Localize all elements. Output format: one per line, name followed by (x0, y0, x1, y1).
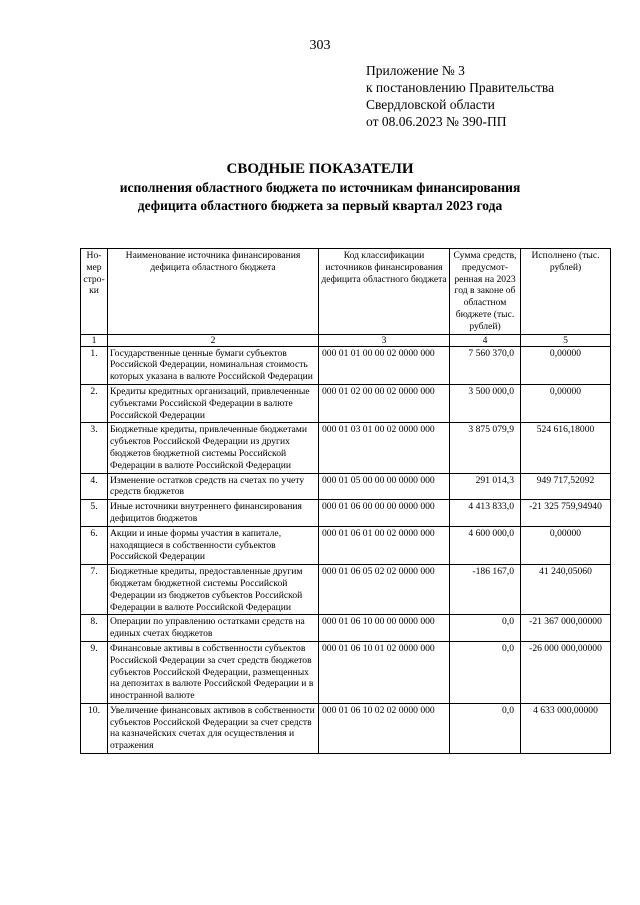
planned-sum: 291 014,3 (450, 473, 521, 500)
column-number: 4 (450, 334, 521, 346)
source-name: Бюджетные кредиты, привлеченные бюджетами субъектов Российской Федерации из других бюджетов бюджетной системы Российской Федерации в валюте Российской Федерации (108, 423, 319, 473)
page-number: 303 (309, 38, 331, 53)
row-number: 5. (81, 500, 108, 527)
planned-sum: 4 413 833,0 (450, 500, 521, 527)
planned-sum: 0,0 (450, 615, 521, 642)
classification-code: 000 01 06 05 02 02 0000 000 (319, 565, 450, 615)
row-number: 9. (81, 641, 108, 703)
planned-sum: 4 600 000,0 (450, 526, 521, 564)
table-row (81, 500, 611, 527)
executed-sum: 4 633 000,00000 (521, 703, 611, 753)
row-number: 4. (81, 473, 108, 500)
row-number: 7. (81, 565, 108, 615)
table-row (81, 384, 611, 422)
header-planned-sum: Сумма средств, предусмот-ренная на 2023 год в законе об областном бюджете (тыс. рублей) (450, 249, 521, 335)
header-source-name: Наименование источника финансирования дефицита областного бюджета (108, 249, 319, 335)
executed-sum: 0,00000 (521, 346, 611, 384)
appendix-block (366, 62, 554, 130)
source-name: Финансовые активы в собственности субъектов Российской Федерации за счет средств бюджетов субъектов Российской Федерации, размещенных на депозитах в валюте Российской Федерации и в иностранной валюте (108, 641, 319, 703)
executed-sum: 41 240,05060 (521, 565, 611, 615)
appendix-line-3: Свердловской области (366, 97, 495, 112)
classification-code: 000 01 06 10 02 02 0000 000 (319, 703, 450, 753)
row-number: 2. (81, 384, 108, 422)
table-row (81, 565, 611, 615)
appendix-line-1: Приложение № 3 (366, 63, 465, 78)
column-number: 3 (319, 334, 450, 346)
planned-sum: 7 560 370,0 (450, 346, 521, 384)
source-name: Кредиты кредитных организаций, привлеченные субъектами Российской Федерации в валюте Российской Федерации (108, 384, 319, 422)
column-number: 1 (81, 334, 108, 346)
table-row (81, 526, 611, 564)
source-name: Увеличение финансовых активов в собственности субъектов Российской Федерации за счет средств на казначейских счетах для осуществления и отражения (108, 703, 319, 753)
table-row (81, 423, 611, 473)
executed-sum: 0,00000 (521, 526, 611, 564)
planned-sum: 3 500 000,0 (450, 384, 521, 422)
table-row (81, 703, 611, 753)
table-row (81, 473, 611, 500)
header-classification-code: Код классификации источников финансирования дефицита областного бюджета (319, 249, 450, 335)
document-title (0, 160, 640, 215)
classification-code: 000 01 06 01 00 02 0000 000 (319, 526, 450, 564)
planned-sum: 3 875 079,9 (450, 423, 521, 473)
executed-sum: 949 717,52092 (521, 473, 611, 500)
title-line-2: исполнения областного бюджета по источникам финансирования (119, 180, 521, 195)
planned-sum: -186 167,0 (450, 565, 521, 615)
column-number: 5 (521, 334, 611, 346)
table-row (81, 641, 611, 703)
table-row (81, 615, 611, 642)
executed-sum: 524 616,18000 (521, 423, 611, 473)
classification-code: 000 01 02 00 00 02 0000 000 (319, 384, 450, 422)
source-name: Иные источники внутреннего финансирования дефицитов бюджетов (108, 500, 319, 527)
source-name: Государственные ценные бумаги субъектов Российской Федерации, номинальная стоимость которых указана в валюте Российской Федерации (108, 346, 319, 384)
row-number: 3. (81, 423, 108, 473)
classification-code: 000 01 05 00 00 00 0000 000 (319, 473, 450, 500)
source-name: Акции и иные формы участия в капитале, находящиеся в собственности субъектов Российской Федерации (108, 526, 319, 564)
source-name: Бюджетные кредиты, предоставленные другим бюджетам бюджетной системы Российской Федерации из бюджетов субъектов Российской Федерации в валюте Российской Федерации (108, 565, 319, 615)
planned-sum: 0,0 (450, 703, 521, 753)
appendix-line-4: от 08.06.2023 № 390-ПП (366, 114, 507, 129)
row-number: 10. (81, 703, 108, 753)
title-line-1: СВОДНЫЕ ПОКАЗАТЕЛИ (226, 161, 414, 177)
executed-sum: -21 325 759,94940 (521, 500, 611, 527)
source-name: Изменение остатков средств на счетах по учету средств бюджетов (108, 473, 319, 500)
executed-sum: -26 000 000,00000 (521, 641, 611, 703)
budget-table (80, 248, 611, 754)
header-row-number: Но-мер стро-ки (81, 249, 108, 335)
classification-code: 000 01 06 00 00 00 0000 000 (319, 500, 450, 527)
planned-sum: 0,0 (450, 641, 521, 703)
executed-sum: 0,00000 (521, 384, 611, 422)
classification-code: 000 01 01 00 00 02 0000 000 (319, 346, 450, 384)
table-row (81, 346, 611, 384)
classification-code: 000 01 06 10 00 00 0000 000 (319, 615, 450, 642)
appendix-line-2: к постановлению Правительства (366, 80, 555, 95)
executed-sum: -21 367 000,00000 (521, 615, 611, 642)
row-number: 6. (81, 526, 108, 564)
column-number: 2 (108, 334, 319, 346)
source-name: Операции по управлению остатками средств на единых счетах бюджетов (108, 615, 319, 642)
classification-code: 000 01 06 10 01 02 0000 000 (319, 641, 450, 703)
header-executed: Исполнено (тыс. рублей) (521, 249, 611, 335)
table-header-row (81, 249, 611, 335)
row-number: 1. (81, 346, 108, 384)
column-number-row (81, 334, 611, 346)
row-number: 8. (81, 615, 108, 642)
classification-code: 000 01 03 01 00 02 0000 000 (319, 423, 450, 473)
title-line-3: дефицита областного бюджета за первый квартал 2023 года (137, 198, 503, 213)
